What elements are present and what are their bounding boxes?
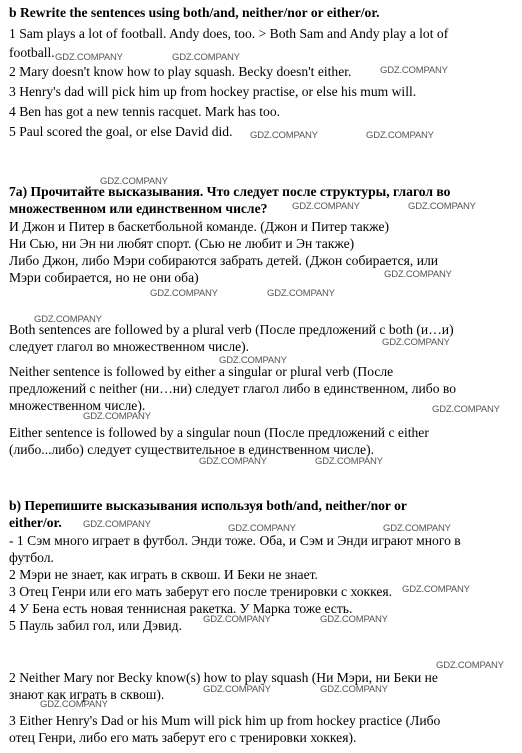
section-b-line: football. [9, 45, 55, 60]
watermark: GDZ.COMPANY [34, 314, 102, 325]
section-b-heading: b Rewrite the sentences using both/and, neither/nor or either/or. [9, 5, 380, 20]
section-7a-answer: (либо...либо) следует существительное в единственном числе). [9, 442, 375, 457]
section-7a-heading: множественном или единственном числе? [9, 201, 268, 216]
watermark: GDZ.COMPANY [199, 456, 267, 467]
section-7a-answer: следует глагол во множественном числе). [9, 339, 250, 354]
watermark: GDZ.COMPANY [402, 584, 470, 595]
watermark: GDZ.COMPANY [203, 684, 271, 695]
section-b-line: 4 Ben has got a new tennis racquet. Mark has too. [9, 104, 281, 119]
watermark: GDZ.COMPANY [40, 699, 108, 710]
watermark: GDZ.COMPANY [383, 523, 451, 534]
watermark: GDZ.COMPANY [83, 411, 151, 422]
watermark: GDZ.COMPANY [83, 519, 151, 530]
watermark: GDZ.COMPANY [172, 52, 240, 63]
watermark: GDZ.COMPANY [219, 355, 287, 366]
watermark: GDZ.COMPANY [315, 456, 383, 467]
watermark: GDZ.COMPANY [100, 176, 168, 187]
watermark: GDZ.COMPANY [380, 65, 448, 76]
section-b-line: 5 Paul scored the goal, or else David did. [9, 124, 233, 139]
section-b-ru-answer: 3 Either Henry's Dad or his Mum will pick him up from hockey practice (Либо [9, 713, 441, 728]
watermark: GDZ.COMPANY [366, 130, 434, 141]
section-b-ru-heading: b) Перепишите высказывания используя both/and, neither/nor or [9, 498, 407, 513]
section-7a-answer: Neither sentence is followed by either a singular or plural verb (После [9, 364, 394, 379]
section-b-ru-line: 4 У Бена есть новая теннисная ракетка. У Марка тоже есть. [9, 601, 353, 616]
section-b-ru-line: - 1 Сэм много играет в футбол. Энди тоже. Оба, и Сэм и Энди играют много в [9, 533, 461, 548]
watermark: GDZ.COMPANY [408, 201, 476, 212]
section-7a-line: Мэри собирается, но не они оба) [9, 270, 199, 285]
watermark: GDZ.COMPANY [55, 52, 123, 63]
watermark: GDZ.COMPANY [384, 269, 452, 280]
watermark: GDZ.COMPANY [150, 288, 218, 299]
section-b-ru-answer: отец Генри, либо его мать заберут его с тренировки хоккея). [9, 730, 357, 745]
section-b-line: 2 Mary doesn't know how to play squash. Becky doesn't either. [9, 64, 352, 79]
section-b-ru-answer: знают как играть в сквош). [9, 687, 165, 702]
section-7a-answer: Either sentence is followed by a singular noun (После предложений с either [9, 425, 429, 440]
watermark: GDZ.COMPANY [250, 130, 318, 141]
watermark: GDZ.COMPANY [228, 523, 296, 534]
section-b-ru-answer: 2 Neither Mary nor Becky know(s) how to play squash (Ни Мэри, ни Беки не [9, 670, 438, 685]
watermark: GDZ.COMPANY [432, 404, 500, 415]
section-b-line: 1 Sam plays a lot of football. Andy does, too. > Both Sam and Andy play a lot of [9, 26, 449, 41]
section-7a-line: Ни Сью, ни Эн ни любят спорт. (Сью не любит и Эн также) [9, 236, 355, 251]
section-7a-answer: множественном числе). [9, 398, 146, 413]
section-7a-line: И Джон и Питер в баскетбольной команде. (Джон и Питер также) [9, 219, 390, 234]
section-b-ru-line: футбол. [9, 550, 54, 565]
section-b-ru-line: 2 Мэри не знает, как играть в сквош. И Беки не знает. [9, 567, 318, 582]
watermark: GDZ.COMPANY [320, 684, 388, 695]
section-b-ru-heading: either/or. [9, 515, 62, 530]
section-b-line: 3 Henry's dad will pick him up from hockey practise, or else his mum will. [9, 84, 417, 99]
section-b-ru-line: 5 Пауль забил гол, или Дэвид. [9, 618, 182, 633]
section-7a-heading: 7а) Прочитайте высказывания. Что следует после структуры, глагол во [9, 184, 451, 199]
watermark: GDZ.COMPANY [267, 288, 335, 299]
watermark: GDZ.COMPANY [320, 614, 388, 625]
section-7a-answer: предложений с neither (ни…ни) следует глагол либо в единственном, либо во [9, 381, 457, 396]
watermark: GDZ.COMPANY [382, 337, 450, 348]
section-b-ru-line: 3 Отец Генри или его мать заберут его после тренировки с хоккея. [9, 584, 393, 599]
section-7a-answer: Both sentences are followed by a plural verb (После предложений с both (и…и) [9, 322, 454, 337]
watermark: GDZ.COMPANY [292, 201, 360, 212]
watermark: GDZ.COMPANY [203, 614, 271, 625]
watermark: GDZ.COMPANY [436, 660, 504, 671]
section-7a-line: Либо Джон, либо Мэри собираются забрать детей. (Джон собирается, или [9, 253, 439, 268]
